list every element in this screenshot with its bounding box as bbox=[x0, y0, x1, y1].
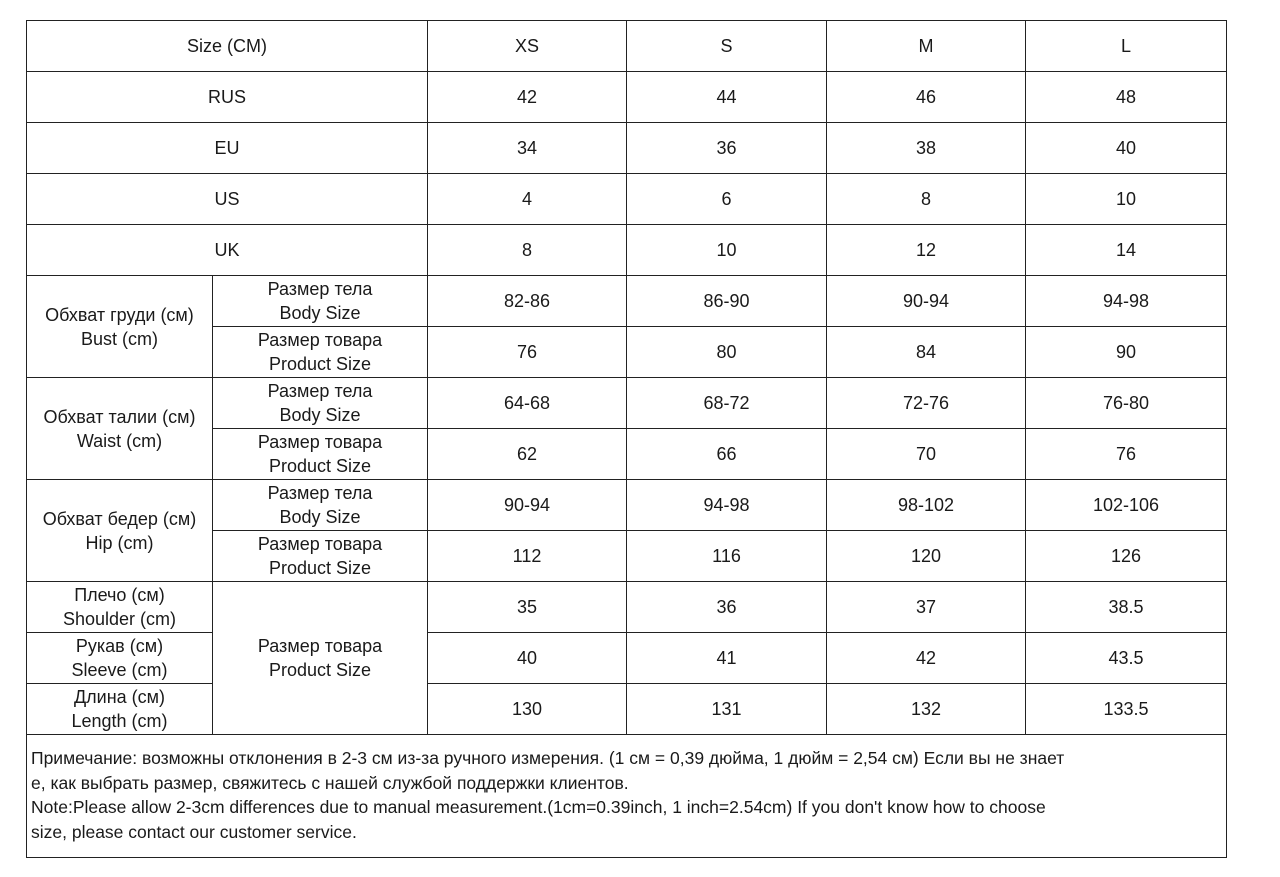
table-cell: 8 bbox=[827, 174, 1026, 225]
body-size-label-ru: Размер тела bbox=[267, 381, 373, 401]
table-cell: 66 bbox=[627, 429, 827, 480]
product-size-label-ru: Размер товара bbox=[257, 534, 383, 554]
conversion-label: RUS bbox=[27, 72, 428, 123]
bust-body-row bbox=[27, 276, 1227, 327]
table-cell: 131 bbox=[627, 684, 827, 735]
size-chart-table bbox=[26, 20, 1227, 858]
note-en-line-1: Note:Please allow 2-3cm differences due to manual measurement.(1cm=0.39inch, 1 inch=2.54cm) If you don't know how to choose bbox=[31, 797, 1046, 817]
header-row bbox=[27, 21, 1227, 72]
table-cell: 130 bbox=[428, 684, 627, 735]
table-cell: 94-98 bbox=[1026, 276, 1227, 327]
table-cell: 76 bbox=[1026, 429, 1227, 480]
measurement-name-ru: Обхват груди (см) bbox=[45, 304, 194, 325]
table-cell: 36 bbox=[627, 123, 827, 174]
table-cell: 8 bbox=[428, 225, 627, 276]
length-row bbox=[27, 684, 1227, 735]
note-en-line-2: size, please contact our customer service. bbox=[31, 821, 357, 842]
body-size-label bbox=[213, 378, 428, 429]
note-ru-line-2: е, как выбрать размер, свяжитесь с нашей службой поддержки клиентов. bbox=[31, 772, 629, 793]
product-size-label-ru: Размер товара bbox=[257, 432, 383, 452]
table-cell: 40 bbox=[1026, 123, 1227, 174]
measurement-name-en: Sleeve (cm) bbox=[71, 660, 168, 680]
measurement-name-en: Hip (cm) bbox=[85, 532, 154, 553]
waist-label bbox=[27, 378, 213, 480]
table-cell: 37 bbox=[827, 582, 1026, 633]
waist-body-row bbox=[27, 378, 1227, 429]
shoulder-row bbox=[27, 582, 1227, 633]
table-cell: 90 bbox=[1026, 327, 1227, 378]
body-size-label-ru: Размер тела bbox=[267, 279, 373, 299]
conversion-label: EU bbox=[27, 123, 428, 174]
sleeve-row bbox=[27, 633, 1227, 684]
note-row bbox=[27, 735, 1227, 858]
product-size-label bbox=[213, 327, 428, 378]
measurement-name-en: Shoulder (cm) bbox=[62, 609, 177, 629]
conversion-row-eu bbox=[27, 123, 1227, 174]
measurement-name-ru: Рукав (см) bbox=[75, 636, 164, 656]
measurement-name-en: Length (cm) bbox=[71, 711, 168, 731]
table-cell: 84 bbox=[827, 327, 1026, 378]
table-cell: 90-94 bbox=[428, 480, 627, 531]
hip-label bbox=[27, 480, 213, 582]
table-cell: 42 bbox=[428, 72, 627, 123]
table-cell: 82-86 bbox=[428, 276, 627, 327]
product-size-label-en: Product Size bbox=[268, 558, 372, 578]
length-label bbox=[27, 684, 213, 735]
body-size-label bbox=[213, 276, 428, 327]
conversion-row-uk bbox=[27, 225, 1227, 276]
table-cell: 44 bbox=[627, 72, 827, 123]
bust-label bbox=[27, 276, 213, 378]
product-size-label-en: Product Size bbox=[268, 660, 372, 680]
table-cell: 72-76 bbox=[827, 378, 1026, 429]
measurement-name-en: Waist (cm) bbox=[76, 430, 163, 451]
table-cell: 133.5 bbox=[1026, 684, 1227, 735]
table-cell: 102-106 bbox=[1026, 480, 1227, 531]
size-column-header: L bbox=[1026, 21, 1227, 72]
measurement-name-ru: Обхват бедер (см) bbox=[42, 508, 197, 529]
table-cell: 126 bbox=[1026, 531, 1227, 582]
table-cell: 6 bbox=[627, 174, 827, 225]
product-size-label bbox=[213, 429, 428, 480]
table-cell: 4 bbox=[428, 174, 627, 225]
body-size-label-en: Body Size bbox=[279, 507, 361, 527]
body-size-label-en: Body Size bbox=[279, 405, 361, 425]
measurement-name-ru: Обхват талии (см) bbox=[43, 406, 196, 427]
hip-body-row bbox=[27, 480, 1227, 531]
table-cell: 48 bbox=[1026, 72, 1227, 123]
table-cell: 41 bbox=[627, 633, 827, 684]
product-size-label bbox=[213, 531, 428, 582]
table-cell: 40 bbox=[428, 633, 627, 684]
table-cell: 10 bbox=[627, 225, 827, 276]
body-size-label-ru: Размер тела bbox=[267, 483, 373, 503]
conversion-row-us bbox=[27, 174, 1227, 225]
size-column-header: S bbox=[627, 21, 827, 72]
conversion-row-rus bbox=[27, 72, 1227, 123]
conversion-label: US bbox=[27, 174, 428, 225]
table-cell: 86-90 bbox=[627, 276, 827, 327]
table-cell: 10 bbox=[1026, 174, 1227, 225]
measurement-name-ru: Длина (см) bbox=[73, 687, 166, 707]
measurement-note bbox=[27, 735, 1227, 858]
measurement-name-ru: Плечо (см) bbox=[74, 585, 165, 605]
product-size-label-en: Product Size bbox=[268, 354, 372, 374]
table-cell: 90-94 bbox=[827, 276, 1026, 327]
table-cell: 68-72 bbox=[627, 378, 827, 429]
table-cell: 34 bbox=[428, 123, 627, 174]
table-cell: 112 bbox=[428, 531, 627, 582]
table-cell: 94-98 bbox=[627, 480, 827, 531]
product-size-label bbox=[213, 582, 428, 735]
body-size-label bbox=[213, 480, 428, 531]
table-cell: 38 bbox=[827, 123, 1026, 174]
conversion-label: UK bbox=[27, 225, 428, 276]
product-size-label-en: Product Size bbox=[268, 456, 372, 476]
note-ru-line-1: Примечание: возможны отклонения в 2-3 см из-за ручного измерения. (1 см = 0,39 дюйма, 1 дюйм = 2,54 см) Если вы не знает bbox=[31, 748, 1065, 768]
table-cell: 14 bbox=[1026, 225, 1227, 276]
table-cell: 70 bbox=[827, 429, 1026, 480]
table-cell: 64-68 bbox=[428, 378, 627, 429]
table-cell: 35 bbox=[428, 582, 627, 633]
product-size-label-ru: Размер товара bbox=[257, 636, 383, 656]
table-cell: 62 bbox=[428, 429, 627, 480]
size-column-header: M bbox=[827, 21, 1026, 72]
table-cell: 76-80 bbox=[1026, 378, 1227, 429]
table-cell: 38.5 bbox=[1026, 582, 1227, 633]
shoulder-label bbox=[27, 582, 213, 633]
size-header-cell: Size (CM) bbox=[27, 21, 428, 72]
size-column-header: XS bbox=[428, 21, 627, 72]
table-cell: 36 bbox=[627, 582, 827, 633]
table-cell: 42 bbox=[827, 633, 1026, 684]
body-size-label-en: Body Size bbox=[279, 303, 361, 323]
measurement-name-en: Bust (cm) bbox=[80, 328, 158, 349]
table-cell: 132 bbox=[827, 684, 1026, 735]
table-cell: 46 bbox=[827, 72, 1026, 123]
table-cell: 116 bbox=[627, 531, 827, 582]
product-size-label-ru: Размер товара bbox=[257, 330, 383, 350]
table-cell: 76 bbox=[428, 327, 627, 378]
table-cell: 98-102 bbox=[827, 480, 1026, 531]
table-cell: 120 bbox=[827, 531, 1026, 582]
table-cell: 43.5 bbox=[1026, 633, 1227, 684]
sleeve-label bbox=[27, 633, 213, 684]
table-cell: 12 bbox=[827, 225, 1026, 276]
table-cell: 80 bbox=[627, 327, 827, 378]
